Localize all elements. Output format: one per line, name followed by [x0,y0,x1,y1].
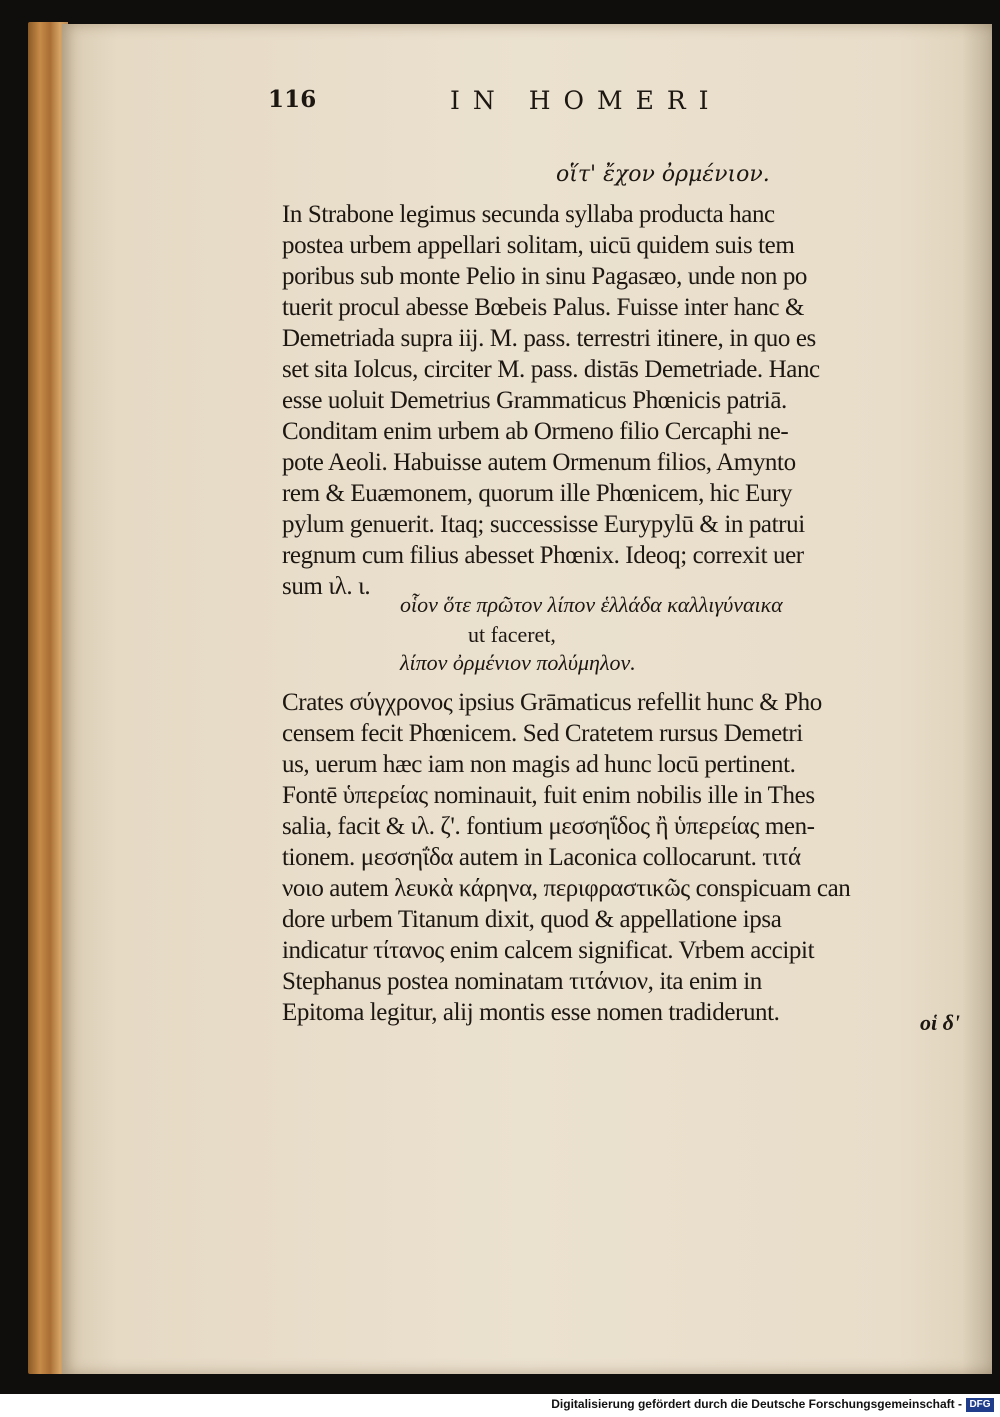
running-title: IN HOMERI [450,86,722,115]
text-line: Demetriada supra iij. M. pass. terrestri itinere, in quo es [282,325,816,352]
text-line: set sita Iolcus, circiter M. pass. distās Demetriade. Hanc [282,356,820,383]
dfg-logo: DFG [966,1398,994,1412]
text-line: tionem. μεσσηΐδα autem in Laconica collocarunt. τιτά [282,844,801,871]
text-line: Fontē ὑπερείας nominauit, fuit enim nobilis ille in Thes [282,782,815,809]
text-line: tuerit procul abesse Bœbeis Palus. Fuisse inter hanc & [282,294,805,321]
text-line: Stephanus postea nominatam τιτάνιον, ita enim in [282,968,762,995]
text-line: esse uoluit Demetrius Grammaticus Phœnicis patriā. [282,387,787,414]
text-line: poribus sub monte Pelio in sinu Pagasæo, unde non po [282,263,808,290]
text-line: censem fecit Phœnicem. Sed Cratetem rursus Demetri [282,720,803,747]
text-line: sum ιλ. ι. [282,573,371,600]
quote-line: λίπον ὀρμένιον πολύμηλον. [400,650,636,675]
quote-line: οἷον ὅτε πρῶτον λίπον ἑλλάδα καλλιγύναικα [400,592,783,617]
funding-credit: Digitalisierung gefördert durch die Deutsche Forschungsgemeinschaft - [551,1397,962,1411]
text-line: Conditam enim urbem ab Ormeno filio Cercaphi ne- [282,418,789,445]
text-line: dore urbem Titanum dixit, quod & appellatione ipsa [282,906,782,933]
text-line: Crates σύγχρονος ipsius Grāmaticus refellit hunc & Pho [282,689,822,716]
catchword: οἱ δ' [920,1010,960,1035]
text-line: salia, facit & ιλ. ζ'. fontium μεσσηΐδος ἢ ὑπερείας men- [282,813,815,840]
greek-lemma: οἵτ' ἔχον ὀρμένιον. [556,162,770,187]
text-line: νοιο autem λευκὰ κάρηνα, περιφραστικῶς conspicuam can [282,875,851,902]
text-line: regnum cum filius abesset Phœnix. Ideoq; correxit uer [282,542,804,569]
page-number: 116 [268,86,317,113]
text-line: rem & Euæmonem, quorum ille Phœnicem, hic Eury [282,480,792,507]
text-line: pote Aeoli. Habuisse autem Ormenum filios, Amynto [282,449,796,476]
digitization-footer [0,1394,1000,1417]
text-line: In Strabone legimus secunda syllaba producta hanc [282,201,775,228]
text-line: indicatur τίτανος enim calcem significat. Vrbem accipit [282,937,815,964]
text-line: us, uerum hæc iam non magis ad hunc locū pertinent. [282,751,796,778]
text-line: Epitoma legitur, alij montis esse nomen tradiderunt. [282,999,780,1026]
text-line: pylum genuerit. Itaq; successisse Eurypylū & in patrui [282,511,805,538]
quote-line: ut faceret, [468,622,556,647]
text-line: postea urbem appellari solitam, uicū quidem suis tem [282,232,795,259]
